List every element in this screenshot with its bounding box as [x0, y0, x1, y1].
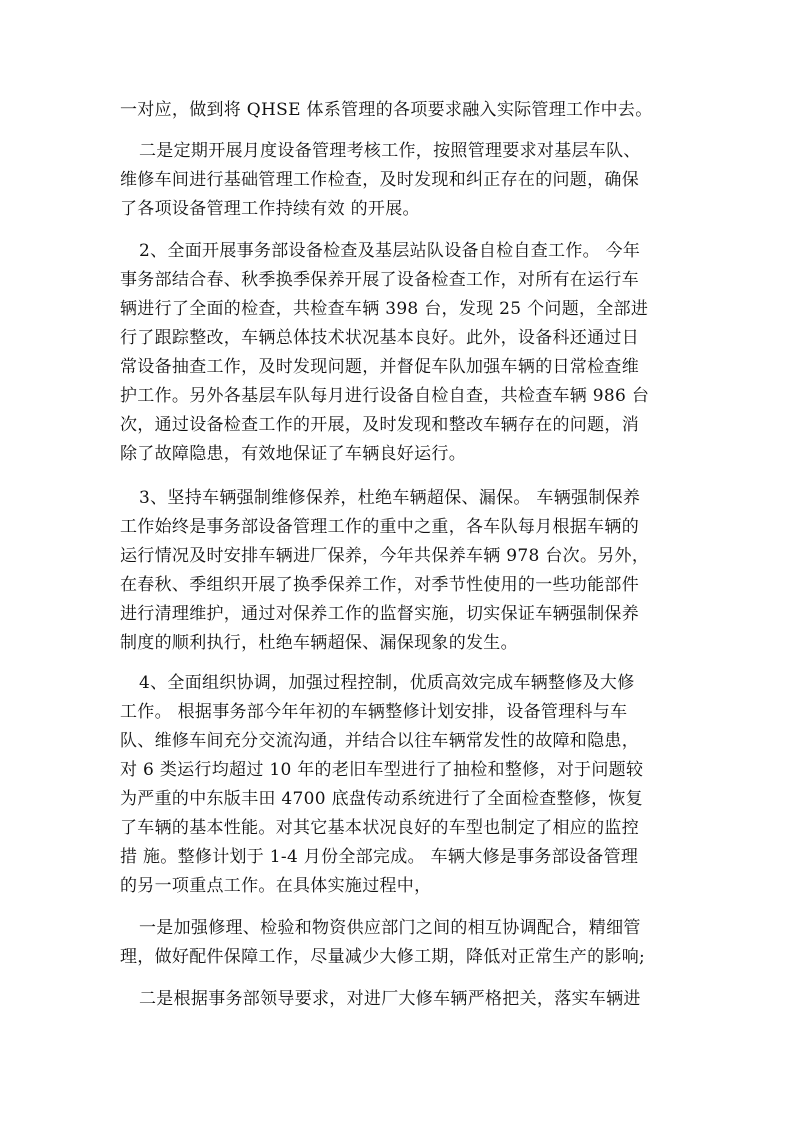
paragraph-qhse-alignment [120, 96, 680, 125]
paragraph-mandatory-maintenance [120, 484, 680, 658]
text-line: 在春秋、季组织开展了换季保养工作，对季节性使用的一些功能部件 [120, 575, 639, 595]
text-line: 常设备抽查工作，及时发现问题，并督促车队加强车辆的日常检查维 [120, 357, 639, 377]
text-line: 除了故障隐患，有效地保证了车辆良好运行。 [120, 444, 466, 464]
text-line: 队、维修车间充分交流沟通，并结合以往车辆常发性的故障和隐患， [120, 731, 639, 751]
text-line: 护工作。另外各基层车队每月进行设备自检自查，共检查车辆 986 台 [120, 386, 650, 406]
paragraph-repair-coordination [120, 914, 680, 972]
paragraph-equipment-inspection [120, 237, 680, 469]
text-line: 4、全面组织协调，加强过程控制，优质高效完成车辆整修及大修 [139, 673, 635, 693]
paragraph-overhaul-coordination [120, 669, 680, 901]
paragraph-overhaul-acceptance [120, 985, 680, 1014]
text-line: 3、坚持车辆强制维修保养，杜绝车辆超保、漏保。 车辆强制保养 [139, 488, 641, 508]
text-line: 理，做好配件保障工作，尽量减少大修工期，降低对正常生产的影响; [120, 947, 646, 967]
text-line: 措 施。整修计划于 1-4 月份全部完成。 车辆大修是事务部设备管理 [120, 847, 639, 867]
text-line: 2、全面开展事务部设备检查及基层站队设备自检自查工作。 今年 [139, 241, 641, 261]
text-line: 了各项设备管理工作持续有效 的开展。 [120, 199, 420, 219]
text-line: 对 6 类运行均超过 10 年的老旧车型进行了抽检和整修，对于问题较 [120, 760, 644, 780]
text-line: 进行清理维护，通过对保养工作的监督实施，切实保证车辆强制保养 [120, 604, 639, 624]
text-line: 为严重的中东版丰田 4700 底盘传动系统进行了全面检查整修，恢复 [120, 789, 643, 809]
text-line: 一对应，做到将 QHSE 体系管理的各项要求融入实际管理工作中去。 [120, 100, 653, 120]
text-line: 运行情况及时安排车辆进厂保养，今年共保养车辆 978 台次。另外， [120, 546, 650, 566]
text-line: 次，通过设备检查工作的开展，及时发现和整改车辆存在的问题，消 [120, 415, 639, 435]
text-line: 的另一项重点工作。在具体实施过程中， [120, 876, 432, 896]
text-line: 了车辆的基本性能。对其它基本状况良好的车型也制定了相应的监控 [120, 818, 639, 838]
text-line: 工作始终是事务部设备管理工作的重中之重，各车队每月根据车辆的 [120, 517, 639, 537]
text-line: 制度的顺利执行，杜绝车辆超保、漏保现象的发生。 [120, 633, 518, 653]
text-line: 二是根据事务部领导要求，对进厂大修车辆严格把关，落实车辆进 [139, 989, 641, 1009]
text-line: 事务部结合春、秋季换季保养开展了设备检查工作，对所有在运行车 [120, 270, 639, 290]
text-line: 维修车间进行基础管理工作检查，及时发现和纠正存在的问题，确保 [120, 170, 639, 190]
text-line: 辆进行了全面的检查，共检查车辆 398 台，发现 25 个问题，全部进 [120, 299, 649, 319]
text-line: 二是定期开展月度设备管理考核工作，按照管理要求对基层车队、 [139, 141, 641, 161]
text-line: 行了跟踪整改，车辆总体技术状况基本良好。此外，设备科还通过日 [120, 328, 639, 348]
text-line: 工作。 根据事务部今年年初的车辆整修计划安排，设备管理科与车 [120, 702, 628, 722]
text-line: 一是加强修理、检验和物资供应部门之间的相互协调配合，精细管 [139, 918, 641, 938]
paragraph-monthly-assessment [120, 137, 680, 224]
